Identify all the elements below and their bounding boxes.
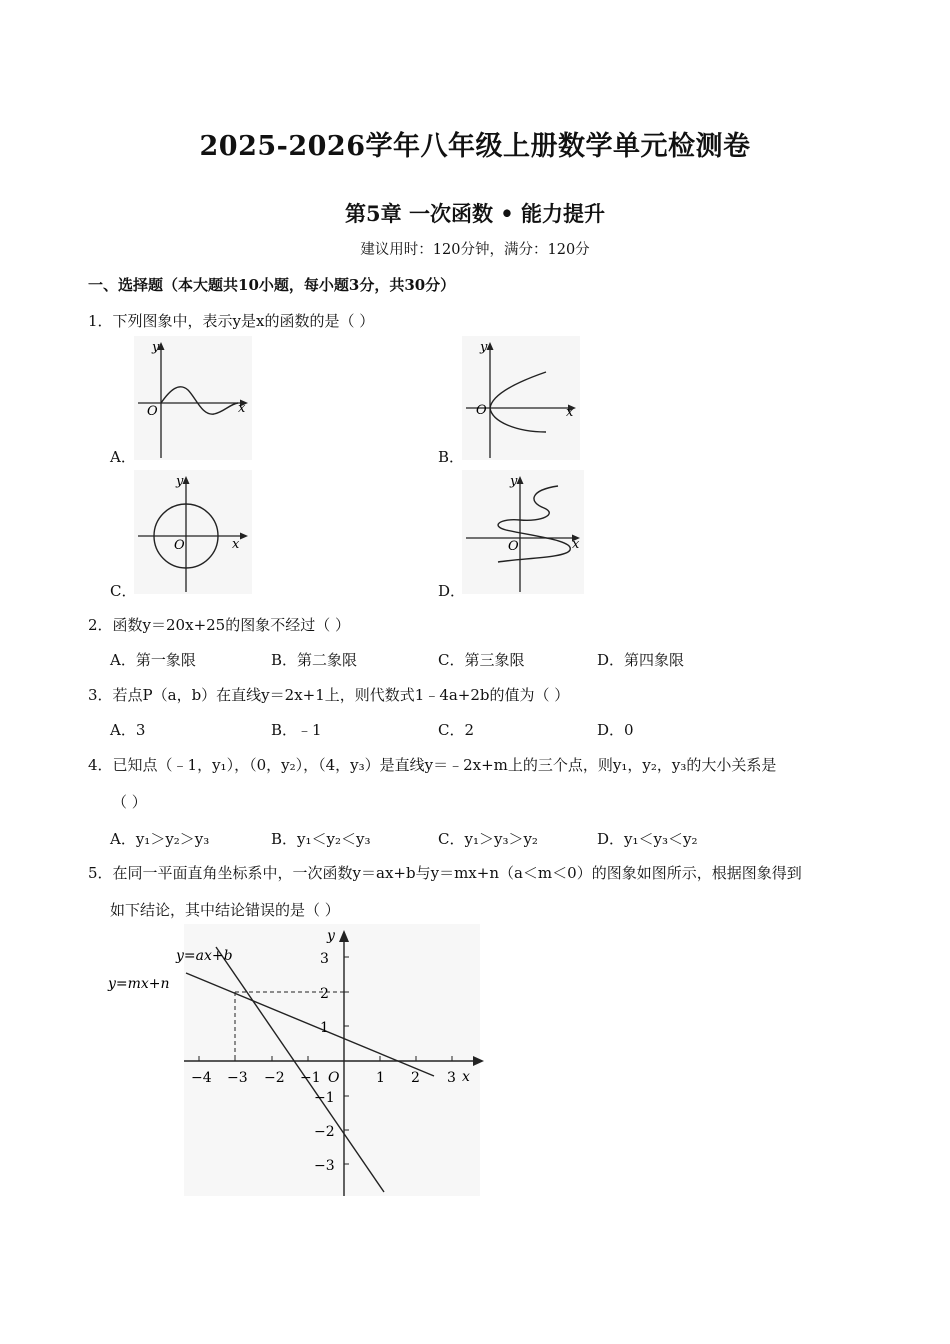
q2-option-a[interactable]: A．第一象限 [110,651,196,669]
question-1-stem: 1．下列图象中，表示y是x的函数的是（ ） [88,312,375,330]
graph-a-y-label: y [152,340,160,355]
q1-graph-a [134,336,252,460]
q4-option-c[interactable]: C．y₁＞y₃＞y₂ [438,830,538,848]
q5-graph [104,924,490,1196]
q1-graph-d [462,470,584,594]
question-5-stem-cont: 如下结论，其中结论错误的是（ ） [110,901,340,919]
x-tick-label: 1 [376,1070,385,1086]
graph-c-x-label: x [232,537,240,552]
q2-option-b[interactable]: B．第二象限 [271,651,358,669]
q3-option-d[interactable]: D．0 [597,721,634,739]
x-tick-label: −2 [264,1070,285,1086]
y-tick-label: −3 [314,1158,335,1174]
x-tick-label: 2 [411,1070,420,1086]
question-3-stem: 3．若点P（a，b）在直线y＝2x+1上，则代数式1﹣4a+2b的值为（ ） [88,686,570,704]
graph-b-origin-label: O [476,403,487,418]
y-tick-label: −2 [314,1124,335,1140]
q3-option-a[interactable]: A．3 [110,721,146,739]
graph-d-x-label: x [572,537,580,552]
chapter-subtitle: 第5章 一次函数 • 能力提升 [345,201,605,226]
q1-option-b[interactable]: B． [438,448,465,466]
graph-b-x-label: x [566,405,574,420]
q1-option-d[interactable]: D． [438,582,466,600]
question-2-stem: 2．函数y＝20x+25的图象不经过（ ） [88,616,350,634]
y-tick-label: −1 [314,1090,335,1106]
q1-graph-c [134,470,252,594]
question-4-stem-cont: （ ） [112,793,147,811]
graph-a-x-label: x [238,401,246,416]
y-tick-label: 3 [320,951,329,967]
graph-c-y-label: y [176,474,184,489]
exam-title: 2025-2026学年八年级上册数学单元检测卷 [199,131,751,162]
time-score-note: 建议用时：120分钟，满分：120分 [360,242,590,258]
graph-d-origin-label: O [508,539,519,554]
line-mx-plus-n-label: y=mx+n [108,976,170,992]
q4-option-b[interactable]: B．y₁＜y₂＜y₃ [271,830,371,848]
q4-option-a[interactable]: A．y₁＞y₂＞y₃ [110,830,210,848]
question-5-stem: 5．在同一平面直角坐标系中，一次函数y＝ax+b与y＝mx+n（a＜m＜0）的图象如图所示，根据图象得到 [88,864,802,882]
x-tick-label: −1 [300,1070,321,1086]
graph-d-y-label: y [510,474,518,489]
x-tick-label: −3 [227,1070,248,1086]
graph-c-origin-label: O [174,538,185,553]
x-tick-label: 3 [447,1070,456,1086]
q4-option-d[interactable]: D．y₁＜y₃＜y₂ [597,830,698,848]
q1-graph-b [462,336,580,460]
y-tick-label: 2 [320,986,329,1002]
q3-option-c[interactable]: C．2 [438,721,475,739]
y-tick-label: 1 [320,1020,329,1036]
q5-x-axis-label: x [462,1069,470,1085]
graph-a-origin-label: O [147,404,158,419]
q5-y-axis-label: y [327,928,335,944]
q3-option-b[interactable]: B．﹣1 [271,721,322,739]
question-4-stem: 4．已知点（﹣1，y₁），（0，y₂），（4，y₃）是直线y＝﹣2x+m上的三个点，则y₁，y₂，y₃的大小关系是 [88,756,777,774]
q1-option-c[interactable]: C． [110,582,137,600]
q1-option-a[interactable]: A． [110,448,136,466]
graph-b-y-label: y [480,340,488,355]
q2-option-d[interactable]: D．第四象限 [597,651,685,669]
x-tick-label: −4 [191,1070,212,1086]
line-ax-plus-b-label: y=ax+b [176,948,233,964]
q5-origin-label: O [328,1070,340,1086]
q2-option-c[interactable]: C．第三象限 [438,651,525,669]
section-heading: 一、选择题（本大题共10小题，每小题3分，共30分） [88,276,456,294]
